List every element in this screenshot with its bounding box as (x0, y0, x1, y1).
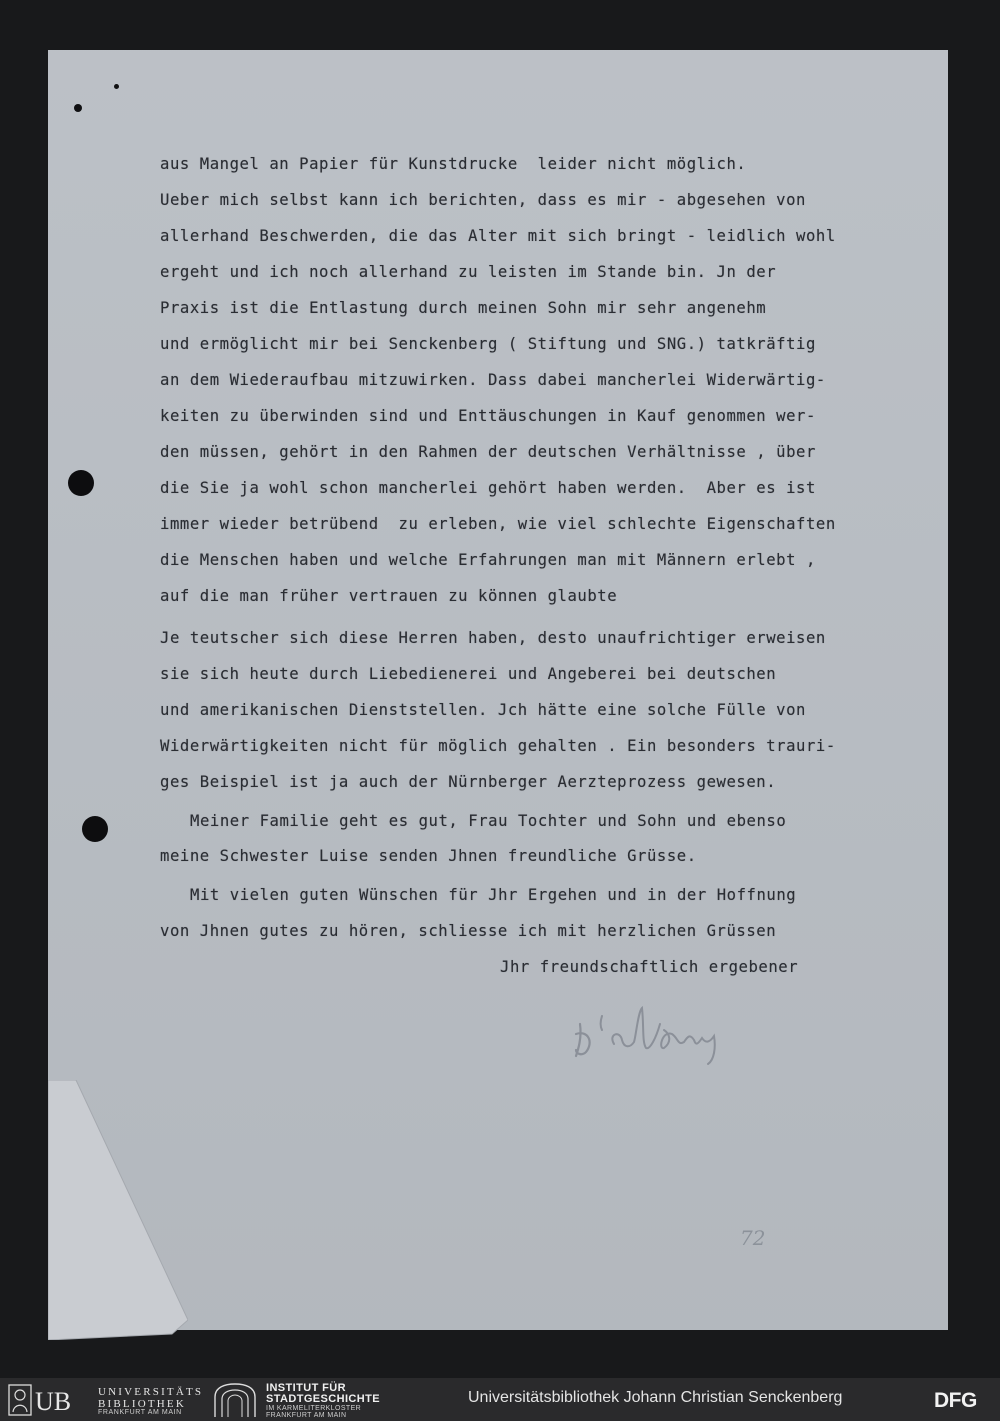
isg-logo-icon (212, 1383, 258, 1417)
handwritten-signature (560, 990, 760, 1070)
isg-location-line1: IM KARMELITERKLOSTER (266, 1405, 362, 1412)
letter-line: ergeht und ich noch allerhand zu leisten im Stande bin. Jn der (160, 263, 777, 281)
letter-line: Mit vielen guten Wünschen für Jhr Ergehen und in der Hoffnung (190, 886, 797, 904)
letter-line: und amerikanischen Dienststellen. Jch hätte eine solche Fülle von (160, 701, 806, 719)
archive-page-number: 72 (740, 1226, 766, 1250)
letter-line: Praxis ist die Entlastung durch meinen Sohn mir sehr angenehm (160, 299, 767, 317)
isg-name-line1: INSTITUT FÜR (266, 1382, 346, 1394)
letter-line: aus Mangel an Papier für Kunstdrucke leider nicht möglich. (160, 155, 747, 173)
letter-line: von Jhnen gutes zu hören, schliesse ich mit herzlichen Grüssen (160, 922, 777, 940)
punch-hole-top (68, 470, 94, 496)
ub-logo-text: UB (35, 1387, 72, 1416)
dfg-logo: DFG (934, 1389, 977, 1412)
letter-line: keiten zu überwinden sind und Enttäuschungen in Kauf genommen wer- (160, 407, 816, 425)
letter-line: auf die man früher vertrauen zu können glaubte (160, 587, 618, 605)
letter-line: den müssen, gehört in den Rahmen der deutschen Verhältnisse , über (160, 443, 816, 461)
letter-line: immer wieder betrübend zu erleben, wie viel schlechte Eigenschaften (160, 515, 836, 533)
letter-line: Je teutscher sich diese Herren haben, desto unaufrichtiger erweisen (160, 629, 826, 647)
letter-line: Widerwärtigkeiten nicht für möglich gehalten . Ein besonders trauri- (160, 737, 836, 755)
letter-line: die Sie ja wohl schon mancherlei gehört haben werden. Aber es ist (160, 479, 816, 497)
letter-line: allerhand Beschwerden, die das Alter mit sich bringt - leidlich wohl (160, 227, 836, 245)
closing-line: Jhr freundschaftlich ergebener (500, 958, 799, 976)
ub-name-line1: UNIVERSITÄTS (98, 1386, 204, 1398)
ub-logo-icon (8, 1384, 94, 1416)
torn-corner (48, 1080, 188, 1340)
letter-line: ges Beispiel ist ja auch der Nürnberger Aerzteprozess gewesen. (160, 773, 777, 791)
letter-line: an dem Wiederaufbau mitzuwirken. Dass dabei mancherlei Widerwärtig- (160, 371, 826, 389)
letter-line: und ermöglicht mir bei Senckenberg ( Stiftung und SNG.) tatkräftig (160, 335, 816, 353)
repository-footer (0, 1378, 1000, 1421)
letter-line: die Menschen haben und welche Erfahrungen man mit Männern erlebt , (160, 551, 816, 569)
letter-line: sie sich heute durch Liebedienerei und Angeberei bei deutschen (160, 665, 777, 683)
repository-caption: Universitätsbibliothek Johann Christian Senckenberg (468, 1389, 843, 1406)
paper-speck (114, 84, 119, 89)
ub-name-line2: BIBLIOTHEK (98, 1398, 186, 1410)
letter-line: Meiner Familie geht es gut, Frau Tochter und Sohn und ebenso (190, 812, 787, 830)
isg-name-line2: STADTGESCHICHTE (266, 1393, 380, 1405)
isg-location-line2: FRANKFURT AM MAIN (266, 1412, 347, 1419)
punch-hole-bottom (82, 816, 108, 842)
paper-speck (74, 104, 82, 112)
ub-city: FRANKFURT AM MAIN (98, 1409, 182, 1416)
letter-line: meine Schwester Luise senden Jhnen freundliche Grüsse. (160, 847, 697, 865)
letter-line: Ueber mich selbst kann ich berichten, dass es mir - abgesehen von (160, 191, 806, 209)
